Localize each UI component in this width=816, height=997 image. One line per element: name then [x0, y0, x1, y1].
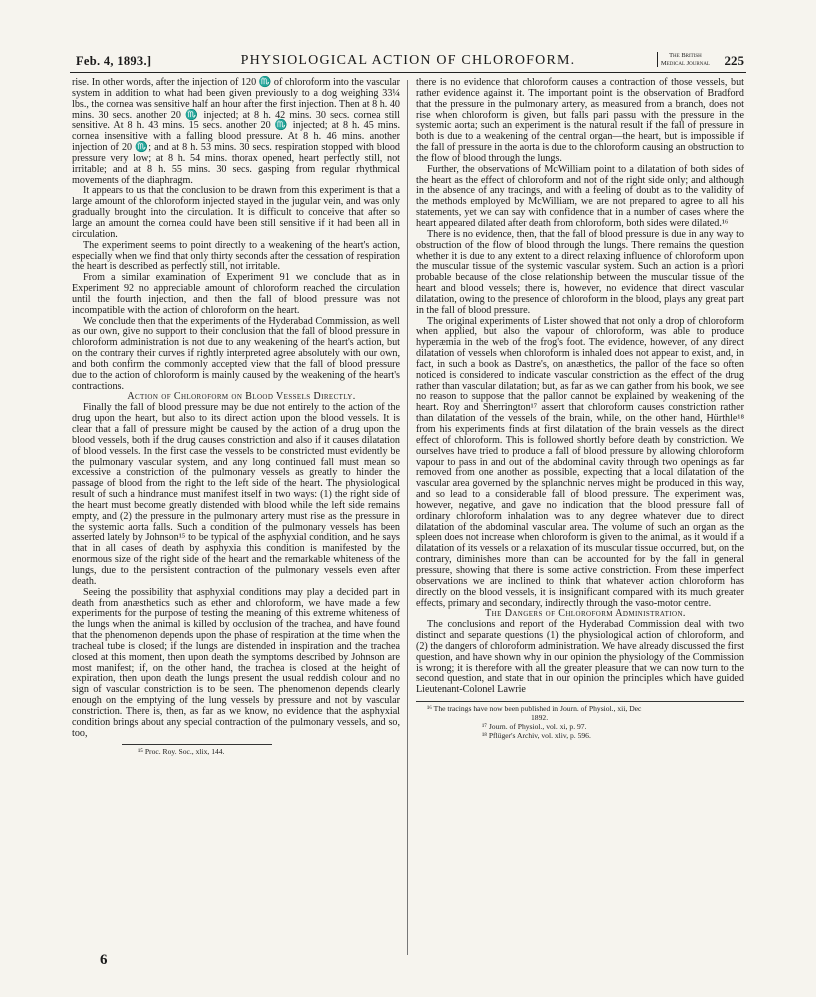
journal-line-2: Medical Journal	[660, 59, 710, 67]
footnote: ¹⁸ Pflüger's Archiv, vol. xliv, p. 596.	[482, 731, 591, 741]
paragraph: there is no evidence that chloroform causes a contraction of those vessels, but rather evidence against it. The important point is the observation of Bradford that the pressure in the pulmonary artery, as measured from a branch, does not rise when chloroform is given, but falls pari passu with the pressure in the systemic aorta; such an experiment is the natural result if the fall of pressure in both is due to a weakening of the central organ—the heart, but is impossible if the fall of pressure in the aorta is due to the chloroform causing an obstruction to the flow of blood through the lungs.	[416, 77, 744, 164]
paragraph: The experiment seems to point directly to a weakening of the heart's action, especially when we find that only thirty seconds after the cessation of respiration the heart is described as perfectly still, not irritable.	[72, 239, 400, 273]
paragraph: Seeing the possibility that asphyxial conditions may play a decided part in death from anæsthetics such as ether and chloroform, we have made a few experiments for the purpose of testing the meaning of this extreme whiteness of the lungs when the animal is killed by occlusion of the trachea, and have found that the phenomenon depends upon the phase of respiration at the time when the tracheal tube is closed; if the lungs are distended in inspiration and the trachea closed at this moment, then upon death the symptoms described by Johnson are most manifest; if, on the other hand, the trachea is closed at the height of expiration, then upon death the lungs present the usual reddish colour and no sign of vascular constriction is to be seen. The phenomenon depends clearly enough on the emptying of the lung vessels by pressure and not by vascular constriction. There is, then, as far as we know, no evidence that the asphyxial condition brings about any special contraction of the pulmonary vessels, and so, too,	[72, 586, 400, 739]
footnote: ¹⁶ The tracings have now been published in Journ. of Physiol., xii, Dec	[427, 704, 642, 714]
paragraph: The original experiments of Lister showed that not only a drop of chloroform when applied, but also the vapour of chloroform, was able to produce hyperæmia in the web of the frog's foot. The evidence, however, of any direct dilatation of vessels when chloroform is inhaled does not appear to exist, and, in fact, in such a book as Dastre's, on anæsthetics, the pallor of the face so often noticed is considered to indicate vascular constriction as the effect of the drug rather than vascular dilatation; but, as far as we can gather from his book, we see no reason to suppose that the pallor cannot be explained by weakening of the heart. Roy and Sherrington¹⁷ assert that chloroform causes constriction rather than dilatation of the vessels of the brain, while, on the other hand, Hürthle¹⁸ from his experiments finds at first dilatation of the brain vessels as the direct effect of chloroform. This is followed shortly before death by constriction. We ourselves have tried to produce a fall of blood pressure by allowing chloroform vapour to pass in and out of the abdominal cavity through two openings as far removed from one another as possible, expecting that a local dilatation of the vascular area governed by the splanchnic nerves might be produced in this way, and so lead to a considerable fall of blood pressure. The experiment was, however, negative, and gave no indication that the blood pressure fall of ordinary chloroform inhalation was to any degree whatever due to direct dilatation of the abdominal vascular area. The volume of such an organ as the spleen does not increase when chloroform is given to the animal, as it would if a dilatation of its vessels or a relaxation of its muscular tissue occurred, but, on the contrary, diminishes more than can be accounted for by the fall in general pressure, showing that there is some active constriction. From these imperfect observations we are inclined to think that whatever action chloroform has directly on the blood vessels, it is insignificant compared with its much greater effects, primary and secondary, indirectly through the vaso-motor centre.	[416, 315, 744, 609]
left-column	[72, 78, 400, 756]
paragraph: From a similar examination of Experiment 91 we conclude that as in Experiment 92 no appreciable amount of chloroform reached the circulation until the fourth injection, and then the fall of blood pressure was not incompatible with the action of chloroform on the heart.	[72, 272, 400, 316]
header-title: PHYSIOLOGICAL ACTION OF CHLOROFORM.	[240, 53, 576, 68]
paragraph: The conclusions and report of the Hyderabad Commission deal with two distinct and separate questions (1) the physiological action of chloroform, and (2) the dangers of chloroform administration. We have already discussed the first question, and have shown why in our opinion the physiology of the Commission is wrong; it is therefore with all the greater pleasure that we can now turn to the second question, and state that in our opinion the principles which have guided Lieutenant-Colonel Lawrie	[416, 619, 744, 696]
paragraph: Further, the observations of McWilliam point to a dilatation of both sides of the heart as the effect of chloroform and not of the right side only; and although in the absence of any tracings, and with a feeling of doubt as to the validity of the methods employed by McWilliam, we are not prepared to agree to all his statements, yet we can say with confidence that in a number of cases where the heart appeared dilated after death from chloroform, both sides were dilated.¹⁶	[416, 163, 744, 229]
running-header	[70, 52, 746, 73]
footnote: ¹⁷ Journ. of Physiol., vol. xi, p. 97.	[482, 722, 587, 732]
section-heading: Action of Chloroform on Blood Vessels Directly.	[127, 391, 356, 403]
paragraph: There is no evidence, then, that the fall of blood pressure is due in any way to obstruction of the flow of blood through the lungs. There remains the question whether it is due to any extent to a direct relaxing influence of chloroform upon the muscular tissue of the systemic vascular system. Such an action is a priori probable because of the close relationship between the muscular tissue of the heart and blood vessels; there is, however, no evidence that direct vascular dilatation, owing to the presence of chloroform in the blood, plays any great part in the fall of blood pressure.	[416, 228, 744, 316]
header-date: Feb. 4, 1893.]	[76, 54, 152, 68]
footnote-continuation: 1892.	[531, 713, 549, 723]
section-heading: The Dangers of Chloroform Administration.	[485, 608, 686, 620]
right-column	[416, 78, 744, 740]
header-journal	[657, 52, 710, 67]
header-page-number: 225	[724, 53, 744, 68]
page-number-handwritten: 6	[100, 952, 108, 968]
footnote-rule	[416, 701, 744, 702]
paragraph: rise. In other words, after the injection of 120 ♏ of chloroform into the vascular system in addition to what had been given previously to a dog weighing 33¼ lbs., the cornea was sensitive half an hour after the first injection. Then at 8 h. 40 mins. 30 secs. another 20 ♏ injected; at 8 h. 42 mins. 30 secs. cornea still sensitive. At 8 h. 43 mins. 15 secs. another 20 ♏ injected; at 8 h. 45 mins. cornea insensitive with a falling blood pressure. At 8 h. 46 mins. another injection of 20 ♏; and at 8 h. 53 mins. 30 secs. respiration stopped with blood pressure very low; at 8 h. 54 mins. thorax opened, heart perfectly still, not irritable; and at 8 h. 55 mins. 30 secs. gasping from regular rhythmical movements of the diaphragm.	[72, 77, 400, 186]
paragraph: Finally the fall of blood pressure may be due not entirely to the action of the drug upon the heart, but also to its direct action upon the blood vessels. It is clear that a fall of pressure might be caused by the action of a drug upon the blood vessels, both if the drug causes constriction and also if it causes dilatation of blood vessels. In the first case the vessels to be constricted must evidently be the pulmonary vascular system, and any long continued fall must mean so excessive a constriction of the pulmonary vessels as greatly to hinder the passage of blood from the right to the left side of the heart. The physiological result of such a hindrance must manifest itself in two ways: (1) the right side of the heart must become greatly distended with blood while the left side remains empty, and (2) the pressure in the pulmonary artery must rise as the pressure in the systemic aorta falls. Such a condition of the pulmonary vessels has been asserted lately by Johnson¹⁵ to be typical of the asphyxial condition, and he says that in all cases of death by asphyxia this condition is manifested by the enormous size of the right side of the heart and the remarkable whiteness of the lungs, due to the persistent contraction of the pulmonary vessels even after death.	[72, 402, 400, 587]
paragraph: It appears to us that the conclusion to be drawn from this experiment is that a large amount of the chloroform injected stayed in the jugular vein, and was only gradually brought into the circulation. It is difficult to conceive that after so large an amount the cornea could have been still sensitive if it had been all in circulation.	[72, 185, 400, 240]
footnote: ¹⁵ Proc. Roy. Soc., xlix, 144.	[138, 747, 225, 757]
paragraph: We conclude then that the experiments of the Hyderabad Commission, as well as our own, give no support to their conclusion that the fall of blood pressure in chloroform administration is not due to any weakening of the heart's action, but on the contrary their curves if rightly interpreted agree absolutely with our own, and both confirm the commonly accepted view that the fall of blood pressure due to the action of chloroform is mainly caused by the weakening of the heart's contractions.	[72, 315, 400, 392]
footnote-rule	[122, 744, 272, 745]
journal-line-1: The British	[669, 52, 702, 59]
column-divider	[407, 80, 408, 955]
